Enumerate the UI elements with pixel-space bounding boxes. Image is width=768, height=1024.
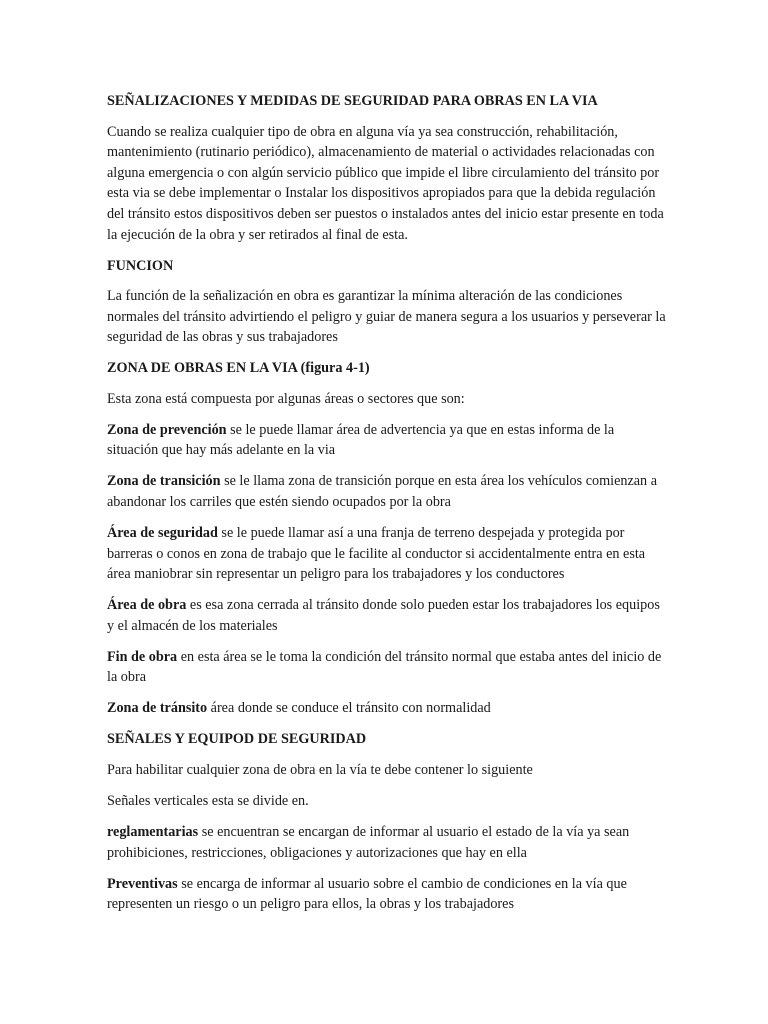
funcion-paragraph: La función de la señalización en obra es garantizar la mínima alteración de las condiciones normales del tránsito advirtiendo el peligro y guiar de manera segura a los usuarios y perseverar la seguridad de las obras y sus trabajadores: [107, 288, 666, 346]
fin-obra-paragraph: [107, 647, 667, 688]
verticales-paragraph: Señales verticales esta se divide en.: [107, 792, 309, 809]
document-page: [107, 91, 667, 925]
intro-paragraph: Cuando se realiza cualquier tipo de obra en alguna vía ya sea construcción, rehabilitación, mantenimiento (rutinario periódico), almacenamiento de material o actividades relacionadas con alguna emergencia o con algún servicio público que impide el libre circulamiento del tránsito por esta via se debe implementar o Instalar los dispositivos apropiados para que la debida regulación del tránsito estos dispositivos deben ser puestos o instalados antes del inicio estar presente en toda la ejecución de la obra y ser retirados al final de esta.: [107, 123, 664, 243]
area-seguridad-paragraph: [107, 523, 667, 585]
funcion-heading: FUNCION: [107, 257, 174, 274]
area-obra-text: es esa zona cerrada al tránsito donde solo pueden estar los trabajadores los equipos y el almacén de los materiales: [107, 597, 660, 634]
zona-transito-term: Zona de tránsito: [107, 700, 208, 717]
zona-heading: ZONA DE OBRAS EN LA VIA (figura 4-1): [107, 360, 370, 377]
reglamentarias-text: se encuentran se encargan de informar al usuario el estado de la vía ya sean prohibiciones, restricciones, obligaciones y autorizaciones que hay en ella: [107, 823, 630, 861]
reglamentarias-paragraph: [107, 822, 667, 863]
document-title: SEÑALIZACIONES Y MEDIDAS DE SEGURIDAD PARA OBRAS EN LA VIA: [107, 93, 598, 109]
reglamentarias-term: reglamentarias: [107, 823, 199, 840]
fin-obra-text: en esta área se le toma la condición del tránsito normal que estaba antes del inicio de la obra: [107, 648, 662, 686]
zona-transito-text: área donde se conduce el tránsito con normalidad: [207, 700, 491, 717]
senales-heading: SEÑALES Y EQUIPOD DE SEGURIDAD: [107, 731, 367, 748]
zona-prevencion-text: se le puede llamar área de advertencia ya que en estas informa de la situación que hay más adelante en la via: [107, 421, 615, 459]
zona-prevencion-term: Zona de prevención: [107, 421, 227, 438]
zona-transito-paragraph: [107, 698, 667, 719]
area-obra-paragraph: [107, 595, 667, 636]
zona-transicion-text: se le llama zona de transición porque en esta área los vehículos comienzan a abandonar los carriles que estén siendo ocupados por la obra: [107, 473, 657, 511]
zona-transicion-term: Zona de transición: [107, 473, 221, 490]
senales-intro-paragraph: Para habilitar cualquier zona de obra en la vía te debe contener lo siguiente: [107, 761, 533, 778]
zona-transicion-paragraph: [107, 471, 667, 512]
fin-obra-term: Fin de obra: [107, 648, 178, 665]
zona-intro-paragraph: Esta zona está compuesta por algunas áreas o sectores que son:: [107, 390, 465, 407]
area-obra-term: Área de obra: [107, 597, 187, 614]
area-seguridad-text: se le puede llamar así a una franja de terreno despejada y protegida por barreras o conos en zona de trabajo que le facilite al conductor si accidentalmente entra en esta área maniobrar sin representar un peligro para los trabajadores y los conductores: [107, 525, 646, 583]
zona-prevencion-paragraph: [107, 420, 667, 461]
area-seguridad-term: Área de seguridad: [107, 525, 218, 542]
preventivas-text: se encarga de informar al usuario sobre el cambio de condiciones en la vía que representen un riesgo o un peligro para ellos, la obras y los trabajadores: [107, 875, 627, 913]
preventivas-term: Preventivas: [107, 875, 178, 892]
preventivas-paragraph: [107, 874, 667, 915]
